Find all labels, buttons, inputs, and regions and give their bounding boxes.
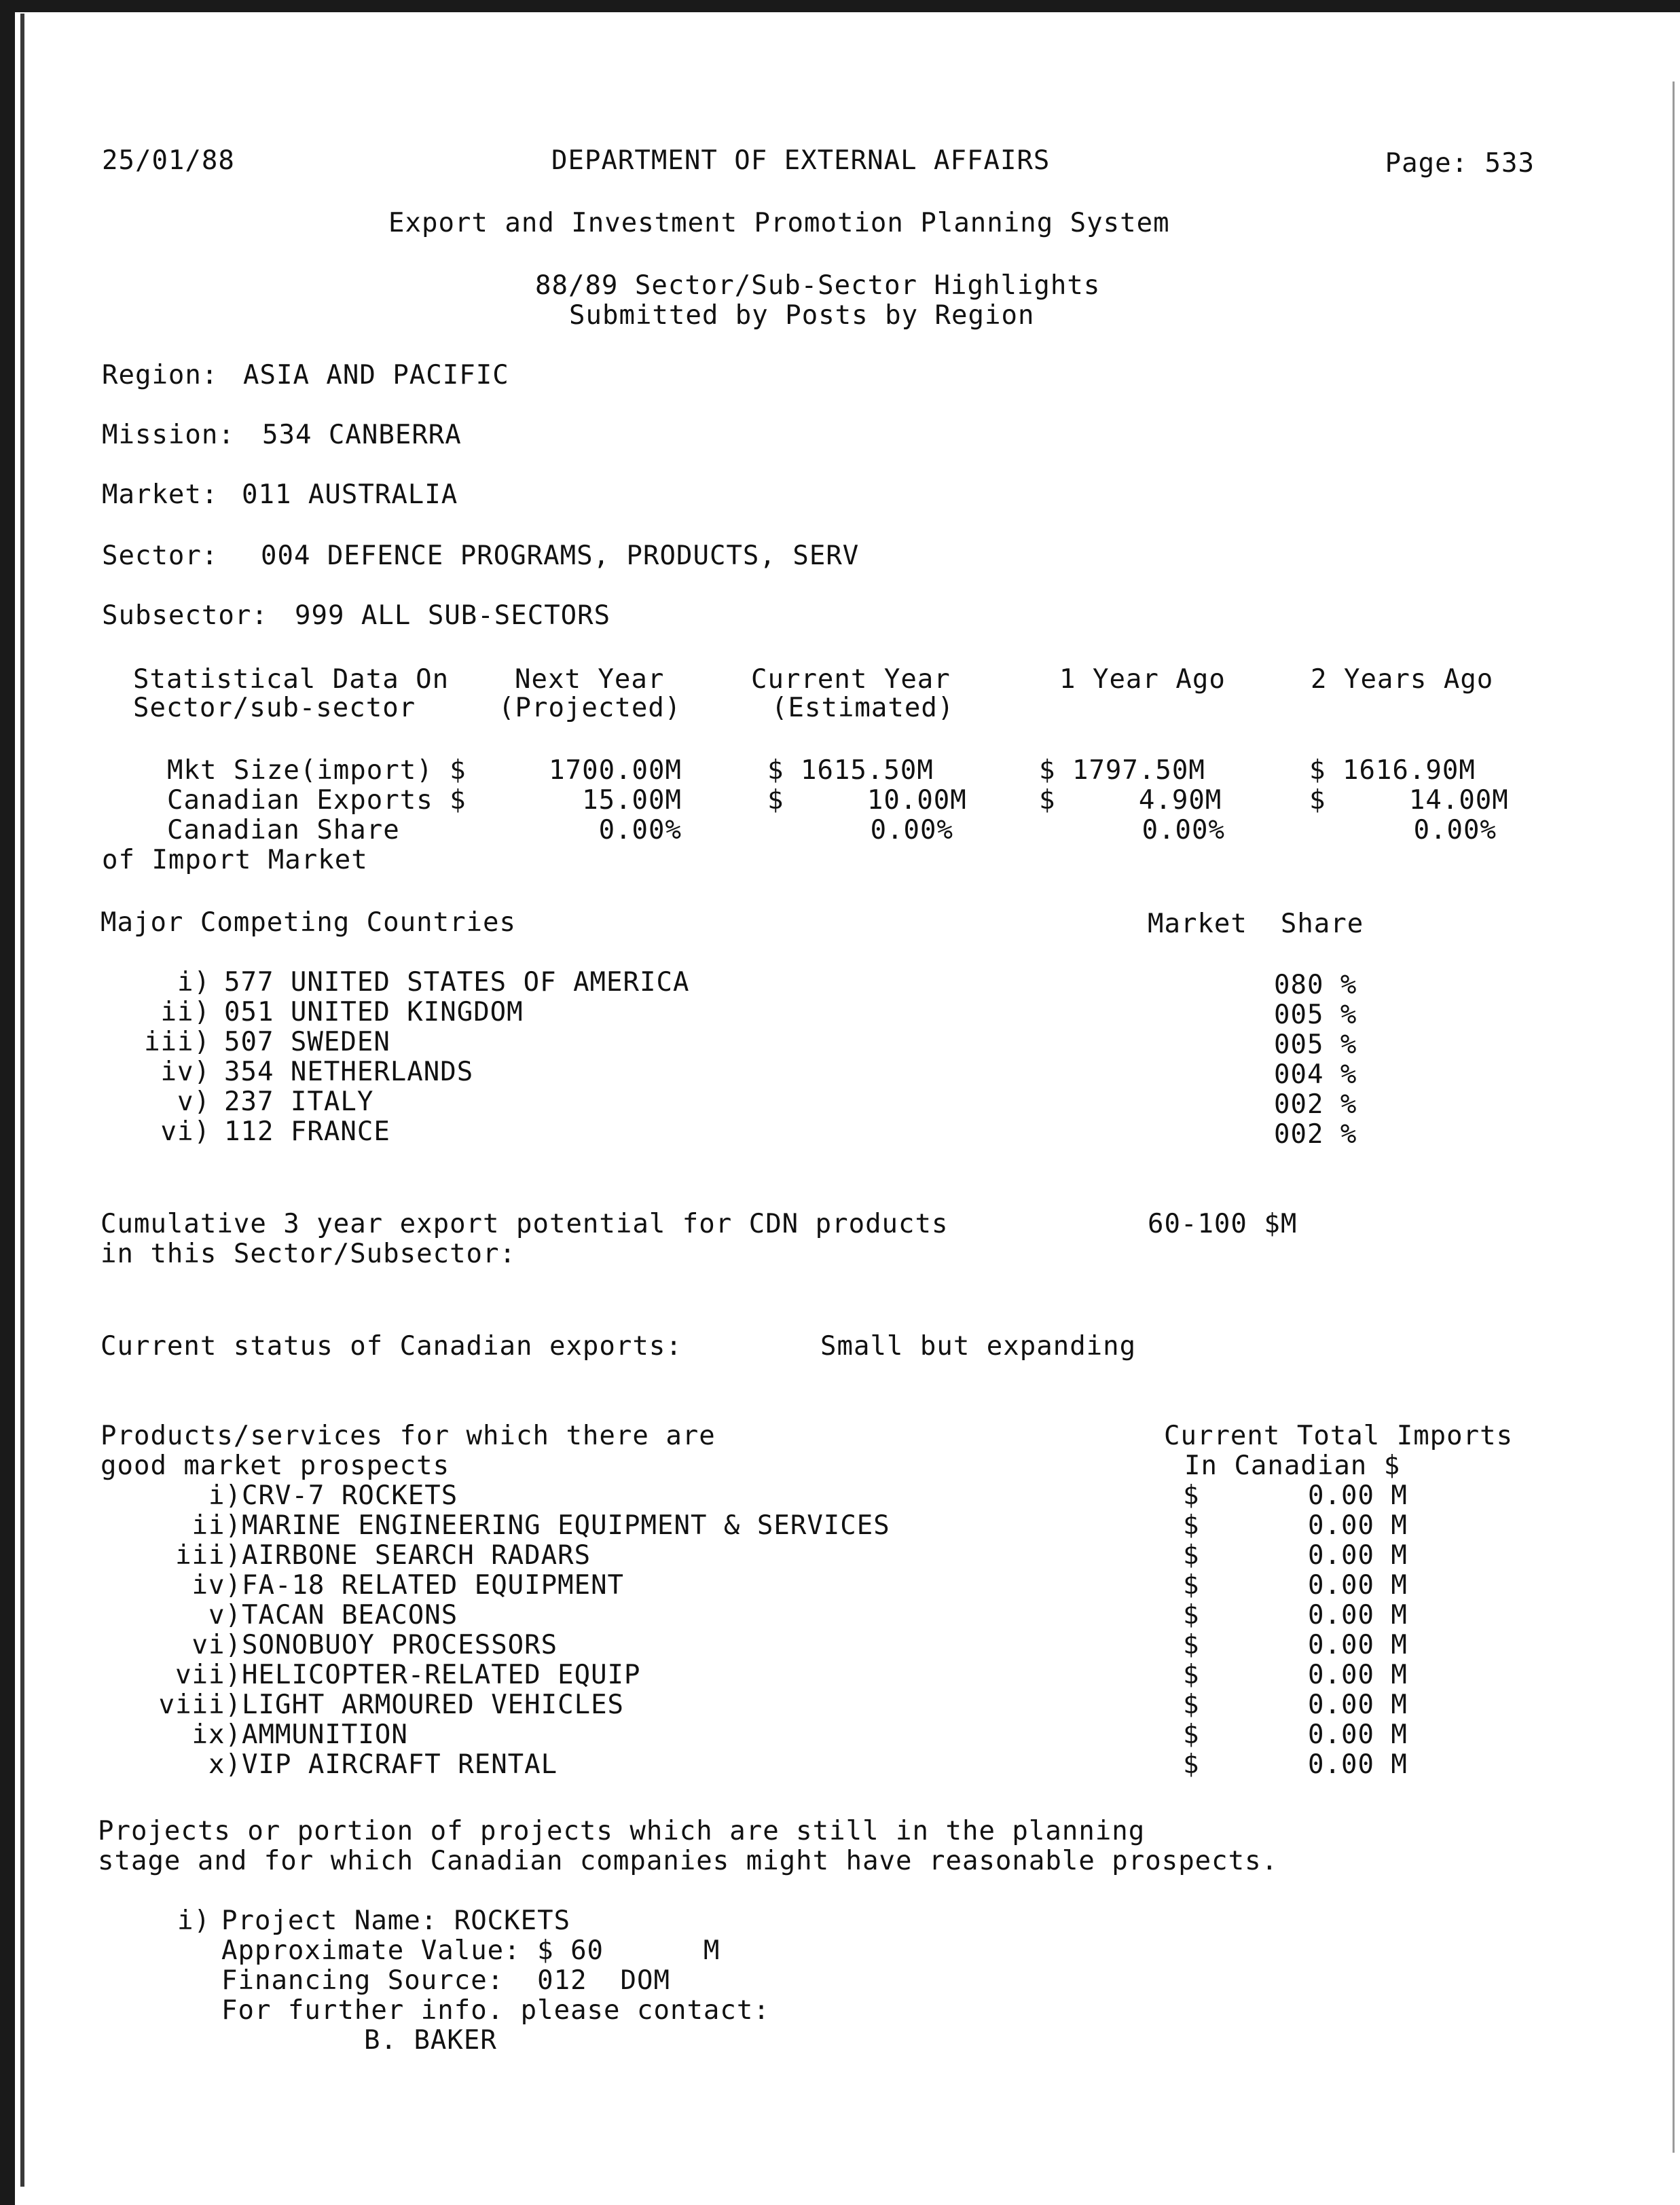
competitor-country: 507 SWEDEN — [224, 1027, 390, 1057]
stats-header-current-year: Current Year — [751, 664, 951, 695]
region-value: ASIA AND PACIFIC — [243, 360, 509, 390]
export-status-value: Small but expanding — [820, 1331, 1137, 1362]
project-contact-name: B. BAKER — [364, 2025, 497, 2056]
competitor-num: iii) — [144, 1027, 211, 1057]
stats-row-label-continued: of Import Market — [102, 845, 368, 875]
competitor-share: 080 % — [1274, 970, 1357, 1000]
stats-header-1-year-ago: 1 Year Ago — [1059, 664, 1226, 695]
project-name: Project Name: ROCKETS — [221, 1906, 571, 1936]
scan-edge-left-inner — [20, 14, 24, 2187]
report-subtitle: Submitted by Posts by Region — [569, 300, 1035, 331]
market-label: Market: — [102, 479, 219, 510]
product-num: vii) — [175, 1660, 242, 1690]
product-currency: $ — [1183, 1749, 1200, 1780]
product-name: VIP AIRCRAFT RENTAL — [242, 1749, 558, 1780]
product-currency: $ — [1183, 1570, 1200, 1601]
product-num: ix) — [191, 1719, 242, 1750]
stats-1y-value: $ 1797.50M — [1039, 755, 1205, 786]
product-amount: 0.00 M — [1308, 1540, 1408, 1571]
product-name: SONOBUOY PROCESSORS — [242, 1630, 558, 1660]
competitor-share: 005 % — [1274, 1000, 1357, 1030]
scan-edge-left — [0, 0, 15, 2205]
product-name: TACAN BEACONS — [242, 1600, 458, 1630]
market-value: 011 AUSTRALIA — [242, 479, 458, 510]
mission-value: 534 CANBERRA — [262, 420, 462, 450]
product-num: i) — [208, 1480, 242, 1511]
product-currency: $ — [1183, 1480, 1200, 1511]
product-amount: 0.00 M — [1308, 1600, 1408, 1630]
export-potential-label: Cumulative 3 year export potential for CDN products — [101, 1209, 949, 1239]
competitor-share: 005 % — [1274, 1029, 1357, 1060]
project-value: Approximate Value: $ 60 M — [221, 1935, 720, 1966]
product-num: v) — [208, 1600, 242, 1630]
product-num: x) — [208, 1749, 242, 1780]
stats-next-value: 1700.00M — [549, 755, 682, 786]
stats-2y-value: $ 1616.90M — [1309, 755, 1476, 786]
product-name: MARINE ENGINEERING EQUIPMENT & SERVICES — [242, 1510, 890, 1541]
competitor-country: 112 FRANCE — [224, 1116, 390, 1147]
product-currency: $ — [1183, 1600, 1200, 1630]
product-currency: $ — [1183, 1540, 1200, 1571]
sector-label: Sector: — [102, 541, 219, 571]
product-currency: $ — [1183, 1510, 1200, 1541]
product-num: vi) — [191, 1630, 242, 1660]
product-amount: 0.00 M — [1308, 1749, 1408, 1780]
subsector-value: 999 ALL SUB-SECTORS — [295, 600, 611, 631]
product-num: iii) — [175, 1540, 242, 1571]
product-currency: $ — [1183, 1630, 1200, 1660]
competitor-country: 354 NETHERLANDS — [224, 1057, 474, 1087]
stats-header-estimated: (Estimated) — [771, 693, 955, 723]
product-amount: 0.00 M — [1308, 1570, 1408, 1601]
product-num: viii) — [158, 1690, 242, 1720]
product-currency: $ — [1183, 1660, 1200, 1690]
product-amount: 0.00 M — [1308, 1630, 1408, 1660]
report-title: 88/89 Sector/Sub-Sector Highlights — [535, 270, 1101, 301]
product-num: ii) — [191, 1510, 242, 1541]
report-date: 25/01/88 — [102, 145, 235, 176]
competitor-num: iv) — [160, 1057, 211, 1087]
product-amount: 0.00 M — [1308, 1660, 1408, 1690]
products-title-2: good market prospects — [101, 1451, 450, 1481]
product-amount: 0.00 M — [1308, 1690, 1408, 1720]
product-name: AIRBONE SEARCH RADARS — [242, 1540, 591, 1571]
competitor-num: i) — [177, 967, 211, 998]
stats-2y-value: 0.00% — [1413, 815, 1497, 845]
competitor-country: 051 UNITED KINGDOM — [224, 997, 524, 1027]
stats-next-value: 0.00% — [598, 815, 682, 845]
competitor-country: 237 ITALY — [224, 1087, 374, 1117]
project-financing: Financing Source: 012 DOM — [221, 1965, 670, 1996]
export-status-label: Current status of Canadian exports: — [101, 1331, 682, 1362]
imports-column-header: Current Total Imports — [1164, 1421, 1514, 1451]
stats-current-value: $ 10.00M — [767, 785, 967, 816]
region-label: Region: — [102, 360, 219, 390]
stats-row-label: Canadian Share — [167, 815, 400, 845]
product-name: LIGHT ARMOURED VEHICLES — [242, 1690, 625, 1720]
stats-1y-value: 0.00% — [1142, 815, 1225, 845]
stats-row-label: Mkt Size(import) $ — [167, 755, 467, 786]
subsector-label: Subsector: — [102, 600, 268, 631]
department-name: DEPARTMENT OF EXTERNAL AFFAIRS — [551, 145, 1051, 176]
product-name: AMMUNITION — [242, 1719, 408, 1750]
product-amount: 0.00 M — [1308, 1510, 1408, 1541]
competitor-share: 002 % — [1274, 1089, 1357, 1120]
competitor-num: v) — [177, 1087, 211, 1117]
competitor-num: vi) — [160, 1116, 211, 1147]
stats-2y-value: $ 14.00M — [1309, 785, 1509, 816]
competitor-share: 002 % — [1274, 1119, 1357, 1150]
product-currency: $ — [1183, 1719, 1200, 1750]
stats-next-value: 15.00M — [582, 785, 682, 816]
product-name: HELICOPTER-RELATED EQUIP — [242, 1660, 641, 1690]
product-amount: 0.00 M — [1308, 1719, 1408, 1750]
stats-header-next-year: Next Year — [515, 664, 665, 695]
competitor-num: ii) — [160, 997, 211, 1027]
product-name: FA-18 RELATED EQUIPMENT — [242, 1570, 625, 1601]
product-amount: 0.00 M — [1308, 1480, 1408, 1511]
stats-header-projected: (Projected) — [498, 693, 682, 723]
stats-current-value: $ 1615.50M — [767, 755, 934, 786]
competitor-country: 577 UNITED STATES OF AMERICA — [224, 967, 690, 998]
project-num: i) — [177, 1906, 211, 1936]
project-contact-label: For further info. please contact: — [221, 1995, 770, 2026]
export-potential-label-2: in this Sector/Subsector: — [101, 1239, 516, 1269]
competitors-title: Major Competing Countries — [101, 907, 516, 938]
stats-header-label-2: Sector/sub-sector — [133, 693, 416, 723]
projects-intro: Projects or portion of projects which are still in the planning — [98, 1816, 1146, 1846]
scan-edge-right — [1673, 81, 1675, 2153]
scan-edge-top — [0, 0, 1680, 12]
stats-1y-value: $ 4.90M — [1039, 785, 1222, 816]
sector-value: 004 DEFENCE PROGRAMS, PRODUCTS, SERV — [261, 541, 860, 571]
product-name: CRV-7 ROCKETS — [242, 1480, 458, 1511]
market-share-header: Market Share — [1148, 909, 1364, 939]
product-currency: $ — [1183, 1690, 1200, 1720]
system-title: Export and Investment Promotion Planning System — [388, 208, 1170, 238]
product-num: iv) — [191, 1570, 242, 1601]
stats-header-label: Statistical Data On — [133, 664, 450, 695]
export-potential-value: 60-100 $M — [1148, 1209, 1298, 1239]
page-number: Page: 533 — [1385, 148, 1535, 179]
products-title: Products/services for which there are — [101, 1421, 716, 1451]
projects-intro-2: stage and for which Canadian companies might have reasonable prospects. — [98, 1846, 1279, 1876]
imports-column-header-2: In Canadian $ — [1184, 1451, 1401, 1481]
competitor-share: 004 % — [1274, 1059, 1357, 1090]
mission-label: Mission: — [102, 420, 235, 450]
stats-row-label: Canadian Exports $ — [167, 785, 467, 816]
stats-header-2-years-ago: 2 Years Ago — [1311, 664, 1494, 695]
stats-current-value: 0.00% — [870, 815, 953, 845]
